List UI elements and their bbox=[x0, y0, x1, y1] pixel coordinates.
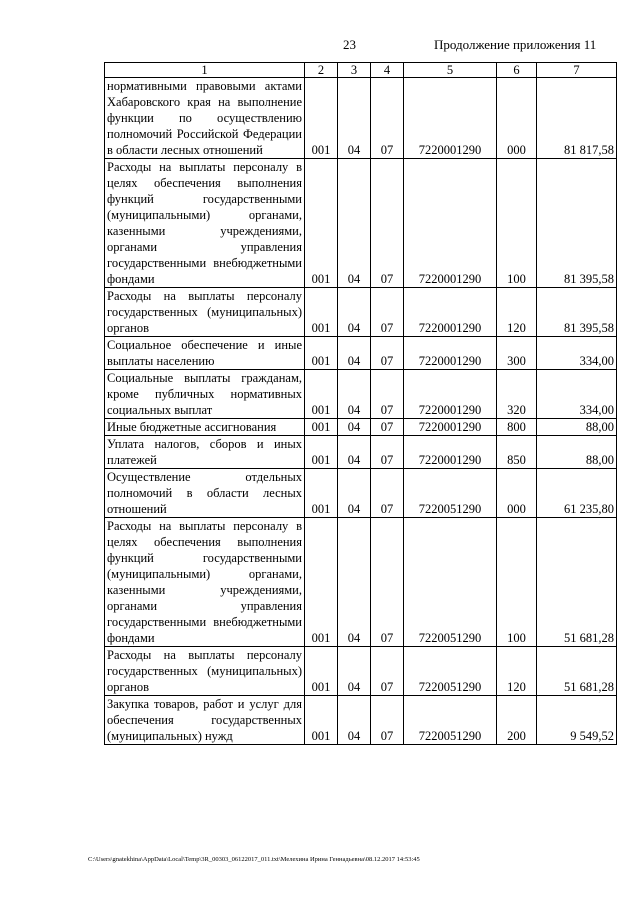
target-article-code: 7220001290 bbox=[404, 78, 497, 159]
section-code: 04 bbox=[338, 419, 371, 436]
table-row bbox=[105, 419, 617, 436]
subsection-code: 07 bbox=[371, 288, 404, 337]
column-header: 7 bbox=[537, 63, 617, 78]
subsection-code: 07 bbox=[371, 436, 404, 469]
expense-name: Расходы на выплаты персоналу государственных (муниципальных) органов bbox=[105, 288, 305, 337]
expense-name: Расходы на выплаты персоналу в целях обеспечения выполнения функций государственными (муниципальными) органами, казенными учреждениями, органами управления государственными внебюджетными фондами bbox=[105, 159, 305, 288]
expense-type-code: 320 bbox=[497, 370, 537, 419]
ministry-code: 001 bbox=[305, 647, 338, 696]
page-number: 23 bbox=[343, 37, 356, 52]
amount: 61 235,80 bbox=[537, 469, 617, 518]
section-code: 04 bbox=[338, 370, 371, 419]
target-article-code: 7220051290 bbox=[404, 647, 497, 696]
amount: 51 681,28 bbox=[537, 647, 617, 696]
target-article-code: 7220051290 bbox=[404, 518, 497, 647]
subsection-code: 07 bbox=[371, 469, 404, 518]
subsection-code: 07 bbox=[371, 696, 404, 745]
subsection-code: 07 bbox=[371, 337, 404, 370]
column-header: 3 bbox=[338, 63, 371, 78]
amount: 81 817,58 bbox=[537, 78, 617, 159]
column-header: 4 bbox=[371, 63, 404, 78]
expense-name: Социальные выплаты гражданам, кроме публичных нормативных социальных выплат bbox=[105, 370, 305, 419]
expense-name: Расходы на выплаты персоналу в целях обеспечения выполнения функций государственными (муниципальными) органами, казенными учреждениями, органами управления государственными внебюджетными фондами bbox=[105, 518, 305, 647]
section-code: 04 bbox=[338, 288, 371, 337]
amount: 88,00 bbox=[537, 419, 617, 436]
ministry-code: 001 bbox=[305, 370, 338, 419]
footer-file-path: C:\Users\gnatekhina\AppData\Local\Temp\3R_00303_06122017_011.txt\Мелехина Ирина Геннадьевна\08.12.2017 14:53:45 bbox=[88, 856, 420, 863]
expense-type-code: 000 bbox=[497, 78, 537, 159]
table-row bbox=[105, 78, 617, 159]
column-header: 6 bbox=[497, 63, 537, 78]
subsection-code: 07 bbox=[371, 518, 404, 647]
table-row bbox=[105, 288, 617, 337]
expense-name: Закупка товаров, работ и услуг для обеспечения государственных (муниципальных) нужд bbox=[105, 696, 305, 745]
table-row bbox=[105, 696, 617, 745]
amount: 9 549,52 bbox=[537, 696, 617, 745]
table-row bbox=[105, 159, 617, 288]
expense-name: Осуществление отдельных полномочий в области лесных отношений bbox=[105, 469, 305, 518]
expense-name: Расходы на выплаты персоналу государственных (муниципальных) органов bbox=[105, 647, 305, 696]
expense-name: Иные бюджетные ассигнования bbox=[105, 419, 305, 436]
subsection-code: 07 bbox=[371, 419, 404, 436]
target-article-code: 7220001290 bbox=[404, 288, 497, 337]
expense-name: Социальное обеспечение и иные выплаты населению bbox=[105, 337, 305, 370]
continuation-label: Продолжение приложения 11 bbox=[434, 37, 597, 52]
expense-type-code: 120 bbox=[497, 647, 537, 696]
column-header: 1 bbox=[105, 63, 305, 78]
amount: 334,00 bbox=[537, 337, 617, 370]
ministry-code: 001 bbox=[305, 469, 338, 518]
table-row bbox=[105, 518, 617, 647]
subsection-code: 07 bbox=[371, 159, 404, 288]
expense-type-code: 120 bbox=[497, 288, 537, 337]
target-article-code: 7220001290 bbox=[404, 436, 497, 469]
amount: 334,00 bbox=[537, 370, 617, 419]
section-code: 04 bbox=[338, 436, 371, 469]
target-article-code: 7220051290 bbox=[404, 696, 497, 745]
target-article-code: 7220001290 bbox=[404, 159, 497, 288]
table-row bbox=[105, 436, 617, 469]
table-row bbox=[105, 469, 617, 518]
amount: 88,00 bbox=[537, 436, 617, 469]
target-article-code: 7220051290 bbox=[404, 469, 497, 518]
subsection-code: 07 bbox=[371, 78, 404, 159]
amount: 51 681,28 bbox=[537, 518, 617, 647]
ministry-code: 001 bbox=[305, 436, 338, 469]
section-code: 04 bbox=[338, 518, 371, 647]
ministry-code: 001 bbox=[305, 159, 338, 288]
target-article-code: 7220001290 bbox=[404, 370, 497, 419]
section-code: 04 bbox=[338, 159, 371, 288]
column-header: 2 bbox=[305, 63, 338, 78]
expense-type-code: 300 bbox=[497, 337, 537, 370]
expense-type-code: 850 bbox=[497, 436, 537, 469]
amount: 81 395,58 bbox=[537, 288, 617, 337]
amount: 81 395,58 bbox=[537, 159, 617, 288]
expense-name: нормативными правовыми актами Хабаровского края на выполнение функции по осуществлению полномочий Российской Федерации в области лесных отношений bbox=[105, 78, 305, 159]
ministry-code: 001 bbox=[305, 337, 338, 370]
ministry-code: 001 bbox=[305, 419, 338, 436]
table-row bbox=[105, 647, 617, 696]
section-code: 04 bbox=[338, 469, 371, 518]
expense-type-code: 000 bbox=[497, 469, 537, 518]
ministry-code: 001 bbox=[305, 518, 338, 647]
section-code: 04 bbox=[338, 647, 371, 696]
table-row bbox=[105, 370, 617, 419]
subsection-code: 07 bbox=[371, 647, 404, 696]
section-code: 04 bbox=[338, 696, 371, 745]
ministry-code: 001 bbox=[305, 696, 338, 745]
ministry-code: 001 bbox=[305, 78, 338, 159]
subsection-code: 07 bbox=[371, 370, 404, 419]
target-article-code: 7220001290 bbox=[404, 419, 497, 436]
section-code: 04 bbox=[338, 337, 371, 370]
expense-type-code: 800 bbox=[497, 419, 537, 436]
ministry-code: 001 bbox=[305, 288, 338, 337]
expense-type-code: 200 bbox=[497, 696, 537, 745]
expense-name: Уплата налогов, сборов и иных платежей bbox=[105, 436, 305, 469]
table-row bbox=[105, 337, 617, 370]
budget-table bbox=[104, 62, 617, 745]
column-header-row bbox=[105, 63, 617, 78]
expense-type-code: 100 bbox=[497, 159, 537, 288]
section-code: 04 bbox=[338, 78, 371, 159]
column-header: 5 bbox=[404, 63, 497, 78]
expense-type-code: 100 bbox=[497, 518, 537, 647]
target-article-code: 7220001290 bbox=[404, 337, 497, 370]
